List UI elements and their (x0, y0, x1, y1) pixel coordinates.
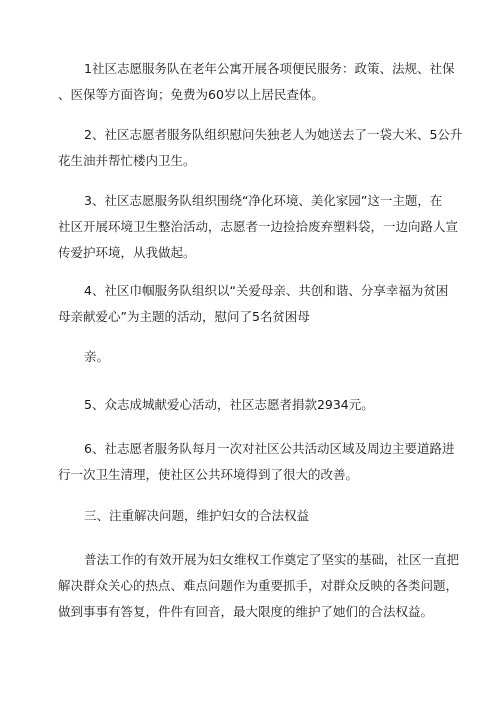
paragraph-line: 3、社区志愿服务队组织围绕“净化环境、美化家园”这一主题，在 (84, 193, 443, 208)
paragraph-line: 社区开展环境卫生整治活动，志愿者一边捡拾废弃塑料袋，一边向路人宣 (58, 219, 459, 234)
paragraph-7 (58, 436, 458, 488)
paragraph-line: 做到事事有答复，件件有回音，最大限度的维护了她们的合法权益。 (58, 604, 434, 619)
paragraph-line: 解决群众关心的热点、难点问题作为重要抓手，对群众反映的各类问题， (58, 578, 459, 593)
paragraph-line: 5、众志成城献爱心活动，社区志愿者捐款2934元。 (84, 397, 374, 412)
paragraph-line: 花生油并帮忙楼内卫生。 (58, 153, 196, 168)
paragraph-line: 行一次卫生清理，使社区公共环境得到了很大的改善。 (58, 467, 359, 482)
paragraph-line: 2、社区志愿者服务队组织慰问失独老人为她送去了一袋大米、5公升 (84, 127, 463, 142)
paragraph-line: 普法工作的有效开展为妇女维权工作奠定了坚实的基础，社区一直把 (84, 552, 460, 567)
paragraph-6 (58, 392, 458, 418)
paragraph-line: 6、社志愿者服务队每月一次对社区公共活动区域及周边主要道路进 (84, 441, 455, 456)
paragraph-line: 亲。 (84, 349, 110, 364)
paragraph-line: 母亲献爱心”为主题的活动，慰问了5名贫困母 (58, 309, 310, 324)
section-heading-text: 三、注重解决问题，维护妇女的合法权益 (84, 508, 310, 523)
paragraph-line: 4、社区巾帼服务队组织以“关爱母亲、共创和谐、分享幸福为贫困 (84, 283, 449, 298)
paragraph-8 (58, 547, 458, 625)
paragraph-2 (58, 122, 463, 174)
paragraph-line: 传爱护环境，从我做起。 (58, 245, 196, 260)
paragraph-line: 、医保等方面咨询；免费为60岁以上居民查体。 (58, 87, 324, 102)
section-heading (58, 503, 458, 529)
paragraph-3 (58, 188, 458, 266)
paragraph-1 (58, 56, 458, 108)
paragraph-5 (58, 344, 458, 370)
paragraph-4 (58, 278, 458, 330)
paragraph-line: 1社区志愿服务队在老年公寓开展各项便民服务：政策、法规、社保 (84, 61, 455, 76)
